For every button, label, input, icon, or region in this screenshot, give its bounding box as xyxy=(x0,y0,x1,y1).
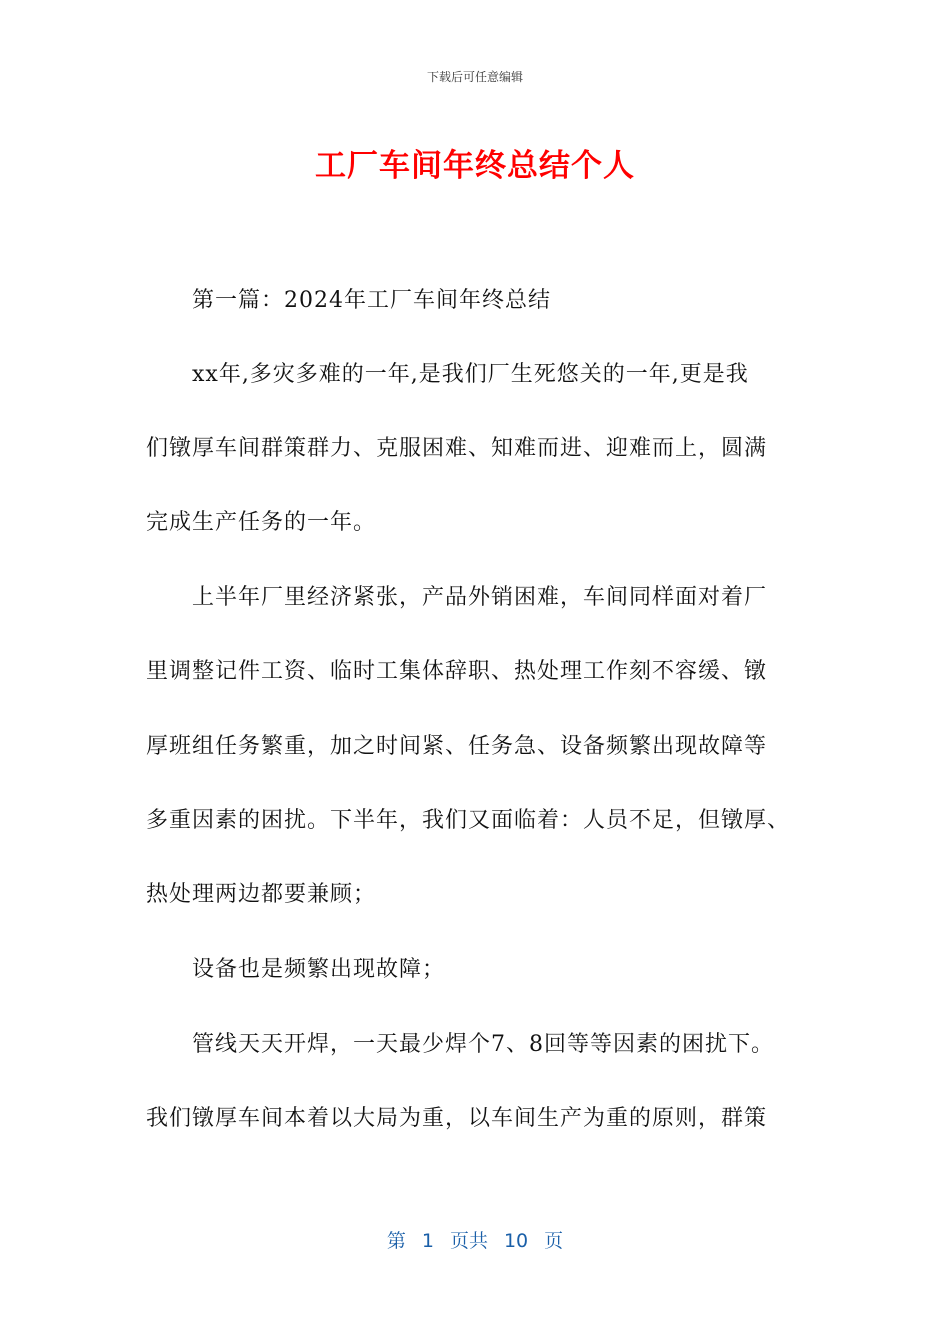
paragraph-line: 上半年厂里经济紧张，产品外销困难，车间同样面对着厂 xyxy=(192,585,768,610)
current-page-number: 1 xyxy=(421,1230,434,1252)
paragraph-line: 管线天天开焊，一天最少焊个7、8回等等因素的困扰下。 xyxy=(192,1032,774,1057)
paragraph-line: 完成生产任务的一年。 xyxy=(146,510,377,535)
paragraph-line: 我们镦厚车间本着以大局为重，以车间生产为重的原则，群策 xyxy=(146,1106,768,1131)
paragraph-line: 们镦厚车间群策群力、克服困难、知难而进、迎难而上，圆满 xyxy=(146,436,768,461)
paragraph-line: 多重因素的困扰。下半年，我们又面临着：人员不足，但镦厚、 xyxy=(146,808,791,833)
document-title: 工厂车间年终总结个人 xyxy=(315,148,635,184)
section-heading: 第一篇：2024年工厂车间年终总结 xyxy=(192,288,551,313)
paragraph-line: 设备也是频繁出现故障； xyxy=(192,957,446,982)
paragraph-line: xx年,多灾多难的一年,是我们厂生死悠关的一年,更是我 xyxy=(192,362,749,387)
total-page-count: 10 xyxy=(503,1230,529,1252)
paragraph-line: 热处理两边都要兼顾； xyxy=(146,882,377,907)
footer-prefix: 第 xyxy=(386,1230,406,1252)
paragraph-line: 里调整记件工资、临时工集体辞职、热处理工作刻不容缓、镦 xyxy=(146,659,768,684)
paragraph-line: 厚班组任务繁重，加之时间紧、任务急、设备频繁出现故障等 xyxy=(146,734,768,759)
footer-middle: 页共 xyxy=(449,1230,488,1252)
footer-suffix: 页 xyxy=(544,1230,564,1252)
page-footer xyxy=(0,1226,950,1253)
header-note: 下载后可任意编辑 xyxy=(426,70,523,84)
